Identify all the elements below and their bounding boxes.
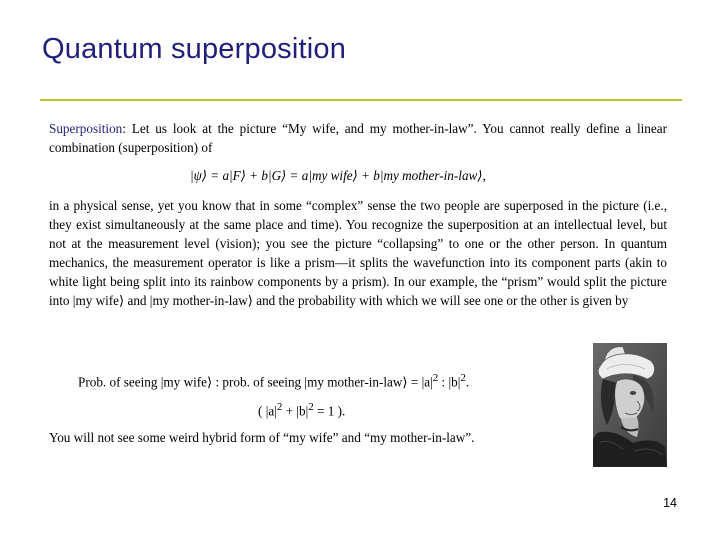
explanation-paragraph: in a physical sense, yet you know that in some “complex” sense the two people are superposed in the picture (i.e., they exist simultaneously at the same place and time). You recognize the superposition at an intellectual level, but not at the measurement level (vision); you see the picture “collapsing” to one or the other person. In quantum mechanics, the measurement operator is like a prism—it splits the wavefunction into its component parts (akin to white light being split into its rainbow components by a prism). In our example, the “prism” would split the picture into |my wife⟩ and |my mother-in-law⟩ and the probability with which we will see one or the other is given by xyxy=(49,198,667,308)
intro-paragraph xyxy=(49,119,667,157)
wife-mother-in-law-illusion-image xyxy=(593,343,667,467)
probability-ratio xyxy=(78,372,469,390)
normalization-exponent-2: 2 xyxy=(308,401,314,413)
normalization-condition xyxy=(258,401,345,419)
probability-text-1: Prob. of seeing |my wife⟩ : prob. of seeing |my mother-in-law⟩ = |a| xyxy=(78,374,433,390)
conclusion-text: You will not see some weird hybrid form of “my wife” and “my mother-in-law”. xyxy=(49,430,475,445)
superposition-term: Superposition xyxy=(49,121,123,136)
probability-text-2: : |b| xyxy=(438,374,461,390)
probability-text-3: . xyxy=(465,374,470,390)
intro-paragraph-text: : Let us look at the picture “My wife, and my mother-in-law”. You cannot really define a linear combination (superposition) of xyxy=(49,121,667,155)
title-divider xyxy=(40,99,682,101)
normalization-text-3: = 1 ). xyxy=(313,403,346,419)
normalization-text-2: + |b| xyxy=(282,403,309,419)
probability-exponent-1: 2 xyxy=(432,372,439,384)
probability-exponent-2: 2 xyxy=(460,372,466,384)
normalization-exponent-1: 2 xyxy=(276,401,283,413)
normalization-text-1: ( |a| xyxy=(258,403,277,419)
page-number: 14 xyxy=(663,496,677,510)
slide-title: Quantum superposition xyxy=(42,33,347,65)
superposition-equation: |ψ⟩ = a|F⟩ + b|G⟩ = a|my wife⟩ + b|my mother-in-law⟩, xyxy=(190,168,486,183)
